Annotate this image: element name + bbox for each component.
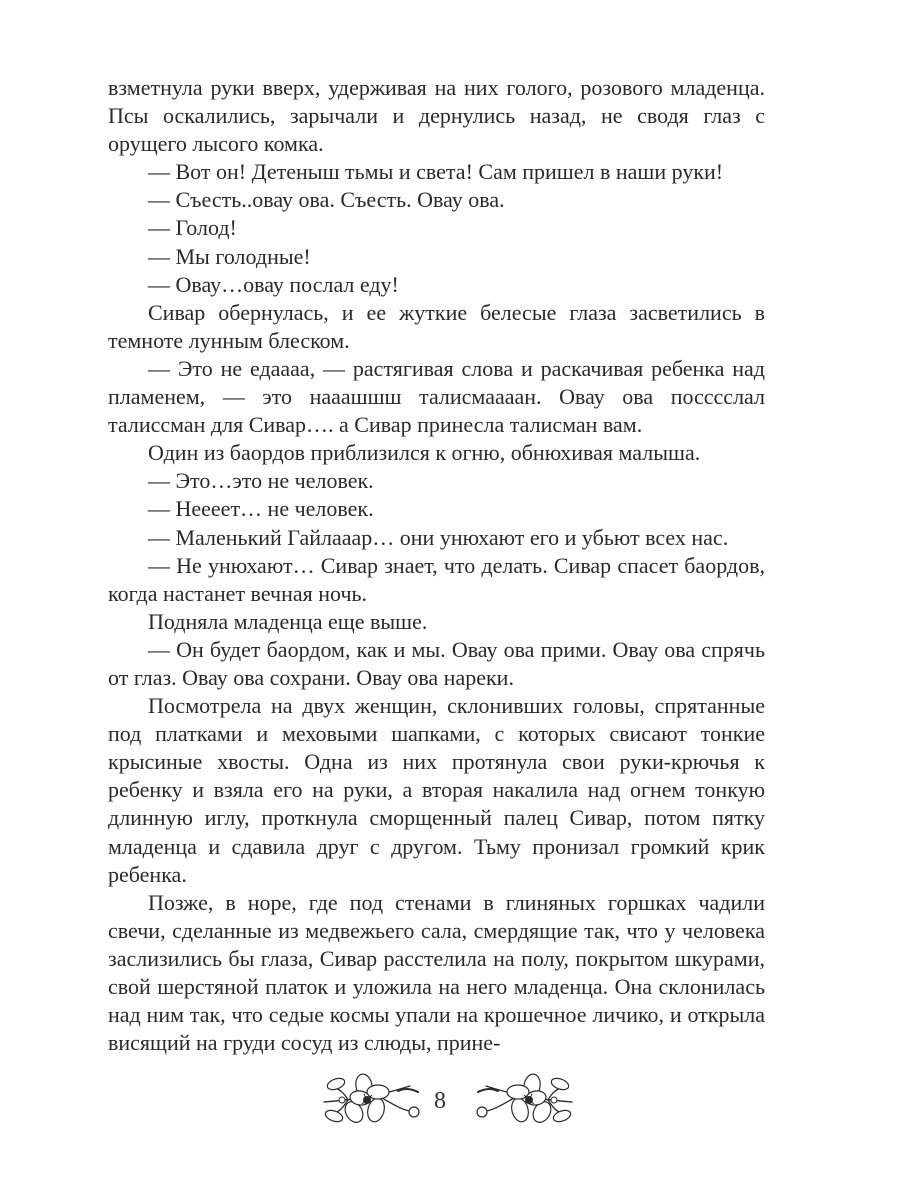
- page-number: 8: [434, 1088, 446, 1114]
- paragraph-2: — Вот он! Детеныш тьмы и света! Сам пришел в наши руки!: [148, 159, 724, 185]
- paragraph-12: — Маленький Гайлааар… они унюхают его и убьют всех нас.: [148, 524, 729, 550]
- paragraph-10: — Это…это не человек.: [148, 468, 374, 494]
- paragraph-5: — Мы голодные!: [148, 243, 311, 269]
- paragraph-7: Сивар обернулась, и ее жуткие белесые глаза засветились в темноте лунным блеском.: [108, 299, 765, 353]
- paragraph-9: Один из баордов приблизился к огню, обнюхивая малыша.: [148, 440, 701, 466]
- paragraph-16: Посмотрела на двух женщин, склонивших головы, спрятанные под платками и меховыми шапками, с которых свисают тонкие крысиные хвосты. Одна из них протянула свои руки-крючья к ребенку и взяла его на руки, а вторая накалила над огнем тонкую длинную иглу, проткнула сморщенный палец Сивар, потом пятку младенца и сдавила друг с другом. Тьму пронизал громкий крик ребенка.: [108, 693, 765, 887]
- paragraph-4: — Голод!: [148, 215, 237, 241]
- paragraph-1: взметнула руки вверх, удерживая на них голого, розового младенца. Псы оскалились, зарычали и дернулись назад, не сводя глаз с орущего лысого комка.: [108, 75, 765, 157]
- paragraph-17: Позже, в норе, где под стенами в глиняных горшках чадили свечи, сделанные из медвежьего сала, смердящие так, что у человека заслизились бы глаза, Сивар расстелила на полу, покрытом шкурами, свой шерстяной платок и уложила на него младенца. Она склонилась над ним так, что седые космы упали на крошечное личико, и открыла висящий на груди сосуд из слюды, прине-: [108, 889, 765, 1056]
- paragraph-14: Подняла младенца еще выше.: [148, 608, 428, 634]
- paragraph-15: — Он будет баордом, как и мы. Овау ова прими. Овау ова спрячь от глаз. Овау ова сохрани. Овау ова нареки.: [108, 636, 765, 690]
- paragraph-8: — Это не едаааа, — растягивая слова и раскачивая ребенка над пламенем, — это нааашшш талисмаааан. Овау ова посссслал талиссман для Сивар…. а Сивар принесла талисман вам.: [108, 355, 765, 438]
- paragraph-6: — Овау…овау послал еду!: [148, 271, 399, 297]
- page-footer: [0, 1062, 900, 1142]
- page-text: [108, 74, 765, 1057]
- flower-branch-icon: [468, 1062, 578, 1142]
- paragraph-13: — Не унюхают… Сивар знает, что делать. Сивар спасет баордов, когда настанет вечная ночь.: [108, 552, 765, 606]
- paragraph-11: — Неееет… не человек.: [148, 496, 374, 522]
- flower-branch-icon: [318, 1062, 428, 1142]
- paragraph-3: — Съесть..овау ова. Съесть. Овау ова.: [148, 187, 505, 213]
